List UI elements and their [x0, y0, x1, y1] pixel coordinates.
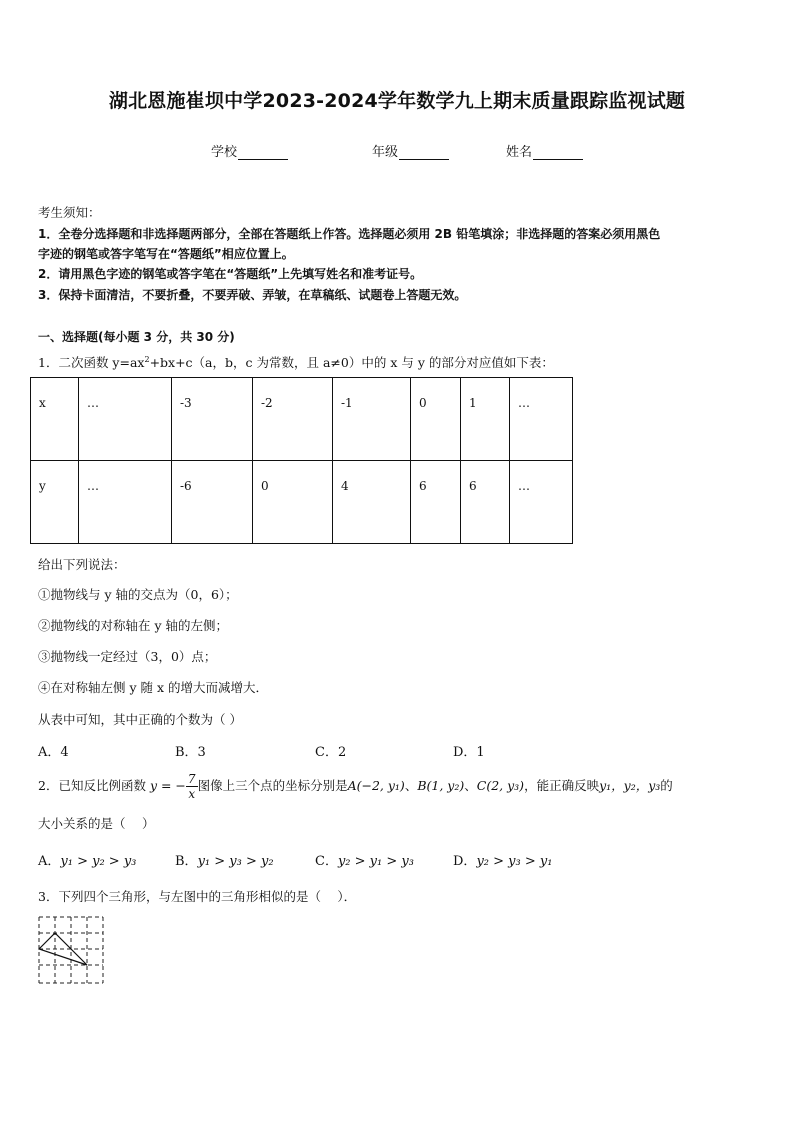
notice-heading: 考生须知： [38, 205, 101, 220]
name-label: 姓名 [506, 145, 533, 160]
q2-option-c-label: C． [315, 854, 338, 869]
q2-stem-part-d: 的 [660, 778, 673, 793]
q1-option-b[interactable]: B．3 [175, 745, 206, 760]
q2-variables: y₁，y₂，y₃ [599, 778, 661, 793]
q3-stem: 3．下列四个三角形，与左图中的三角形相似的是（ ）． [38, 889, 357, 904]
q3-grid-figure [38, 916, 106, 986]
school-field[interactable] [211, 141, 288, 160]
table-cell: 0 [253, 461, 333, 544]
school-label: 学校 [211, 145, 238, 160]
q1-statement-2: ②抛物线的对称轴在 y 轴的左侧； [38, 618, 229, 633]
table-cell: -2 [253, 378, 333, 461]
table-cell: 6 [461, 461, 510, 544]
q1-statement-3: ③抛物线一定经过（3，0）点； [38, 649, 217, 664]
section-heading: 一、选择题(每小题 3 分，共 30 分) [38, 330, 235, 344]
q2-point-a: A(−2, y₁) [347, 778, 405, 793]
notice-item-1-cont: 字迹的钢笔或答字笔写在“答题纸”相应位置上。 [38, 247, 294, 261]
q2-stem-part-c: ，能正确反映 [524, 778, 600, 793]
q2-option-d-label: D． [453, 854, 477, 869]
q2-fraction-numerator: 7 [187, 772, 196, 786]
q1-statement-1: ①抛物线与 y 轴的交点为（0，6）； [38, 587, 238, 602]
grade-field[interactable] [372, 141, 449, 160]
table-cell: 6 [411, 461, 461, 544]
table-row-y [31, 461, 573, 544]
table-cell: -1 [333, 378, 411, 461]
q2-option-a-expr: y₁ > y₂ > y₃ [60, 854, 137, 869]
page-title: 湖北恩施崔坝中学2023-2024学年数学九上期末质量跟踪监视试题 [108, 90, 686, 112]
table-cell: … [510, 378, 573, 461]
q1-stem [38, 353, 554, 371]
q1-option-d[interactable]: D．1 [453, 745, 485, 760]
q2-fraction-denominator: x [188, 787, 196, 801]
q2-stem-line2: 大小关系的是（ ） [38, 816, 155, 831]
q2-stem-part-b: 图像上三个点的坐标分别是 [197, 778, 348, 793]
table-cell: … [510, 461, 573, 544]
table-cell: … [79, 461, 172, 544]
q2-stem-part-a: 2．已知反比例函数 [38, 778, 146, 793]
table-row-x [31, 378, 573, 461]
q2-point-c: C(2, y₃) [476, 778, 525, 793]
grade-label: 年级 [372, 145, 399, 160]
q2-separator-1: 、 [404, 778, 418, 793]
q1-statement-4: ④在对称轴左侧 y 随 x 的增大而减增大． [38, 680, 269, 695]
q2-option-d-expr: y₂ > y₃ > y₁ [476, 854, 553, 869]
q2-option-c-expr: y₂ > y₁ > y₃ [337, 854, 414, 869]
name-blank[interactable] [533, 146, 583, 160]
q1-option-c[interactable]: C．2 [315, 745, 347, 760]
table-cell: 0 [411, 378, 461, 461]
q3-dashed-grid [39, 917, 103, 983]
q2-option-d[interactable] [453, 850, 552, 869]
q2-stem [38, 768, 673, 804]
q2-function-lhs: y = − [149, 778, 186, 793]
q1-question: 从表中可知，其中正确的个数为（ ） [38, 712, 242, 727]
q2-option-a-label: A． [38, 854, 61, 869]
notice-item-3: 3．保持卡面清洁，不要折叠，不要弄破、弄皱，在草稿纸、试题卷上答题无效。 [38, 288, 467, 302]
table-cell: -6 [172, 461, 253, 544]
q1-stem-sup: 2 [144, 354, 150, 364]
grade-blank[interactable] [399, 146, 449, 160]
q2-option-b-expr: y₁ > y₃ > y₂ [197, 854, 274, 869]
table-cell: y [31, 461, 79, 544]
q1-table [30, 377, 573, 544]
table-cell: -3 [172, 378, 253, 461]
q1-stem-part-a: 1．二次函数 y=ax [38, 355, 145, 370]
q2-separator-2: 、 [464, 778, 477, 793]
q2-point-b: B(1, y₂) [417, 778, 465, 793]
table-cell: … [79, 378, 172, 461]
q1-stem-part-b: +bx+c（a，b，c 为常数，且 a≠0）中的 x 与 y 的部分对应值如下表： [149, 355, 554, 370]
school-blank[interactable] [238, 146, 288, 160]
q2-option-b[interactable] [175, 850, 274, 869]
q1-given: 给出下列说法： [38, 557, 126, 572]
q2-option-c[interactable] [315, 850, 414, 869]
name-field[interactable] [506, 141, 583, 160]
table-cell: 4 [333, 461, 411, 544]
q2-fraction [186, 772, 198, 801]
table-cell: x [31, 378, 79, 461]
notice-item-1: 1．全卷分选择题和非选择题两部分，全部在答题纸上作答。选择题必须用 2B 铅笔填涂；非选择题的答案必须用黑色 [38, 227, 661, 241]
q2-option-b-label: B． [175, 854, 198, 869]
table-cell: 1 [461, 378, 510, 461]
notice-item-2: 2．请用黑色字迹的钢笔或答字笔在“答题纸”上先填写姓名和准考证号。 [38, 267, 423, 281]
q1-option-a[interactable]: A．4 [38, 745, 69, 760]
q2-option-a[interactable] [38, 850, 136, 869]
